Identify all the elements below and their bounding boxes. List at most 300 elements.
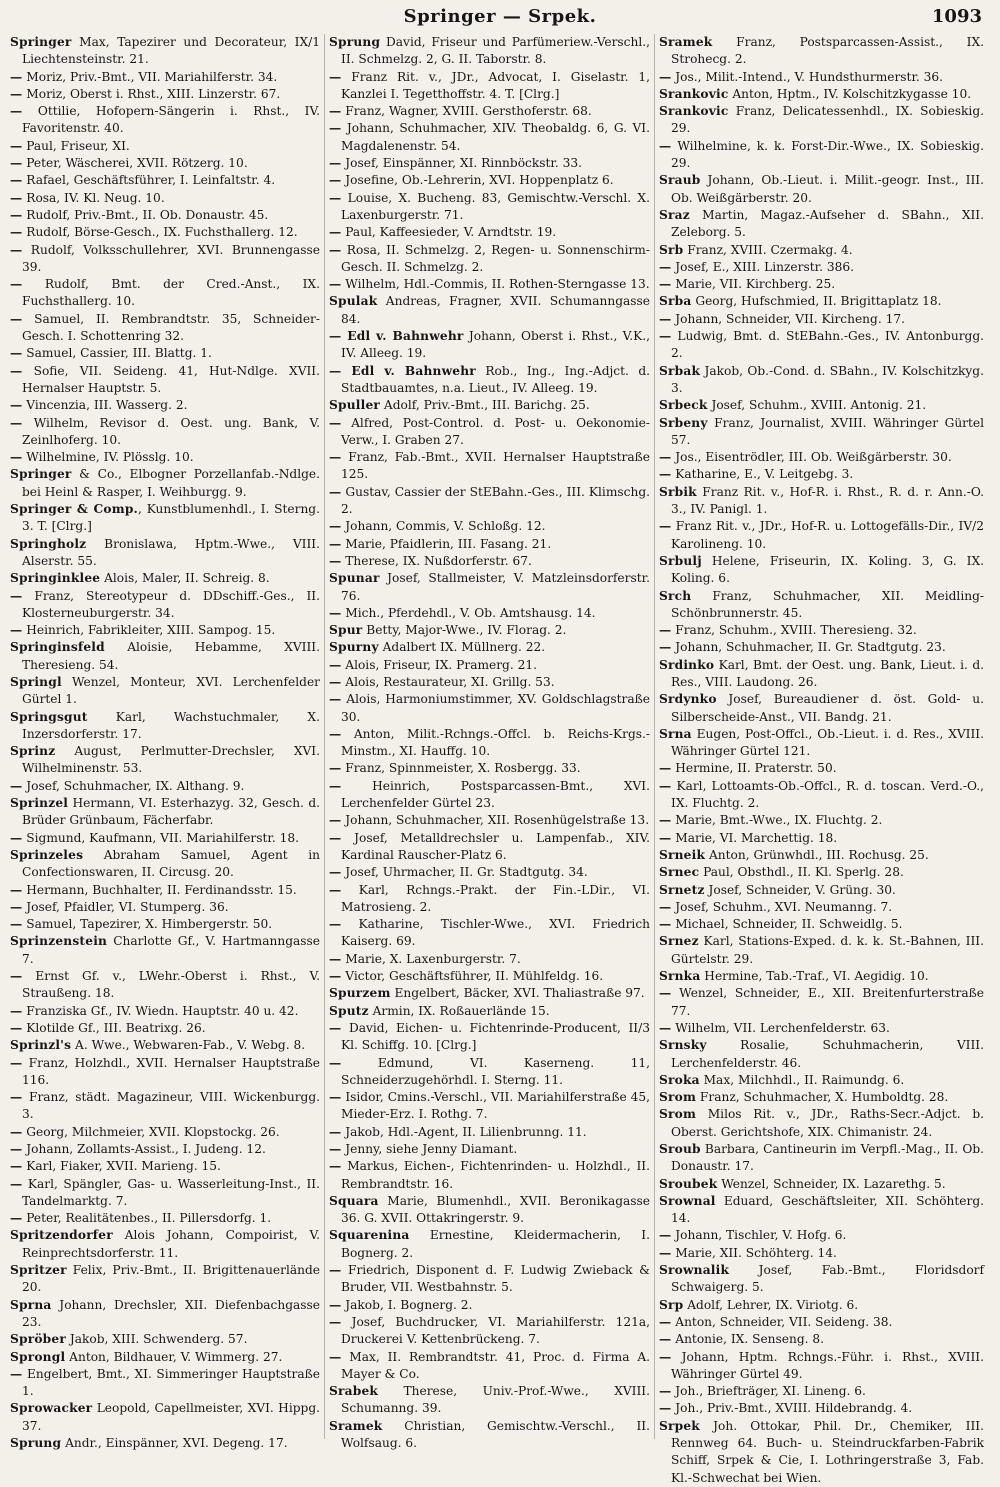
column-3 bbox=[654, 34, 988, 1485]
entry-surname: Squara bbox=[329, 1193, 379, 1208]
directory-entry bbox=[10, 155, 320, 172]
directory-entry bbox=[329, 120, 650, 155]
directory-entry bbox=[659, 657, 984, 692]
entry-details: Klotilde Gf., III. Beatrixg. 26. bbox=[22, 1020, 206, 1035]
directory-entry bbox=[659, 311, 984, 328]
entry-surname: — bbox=[329, 1124, 342, 1139]
entry-details: Ludwig, Bmt. d. StEBahn.-Ges., IV. Antonburgg. 2. bbox=[671, 329, 984, 361]
entry-surname: Springinklee bbox=[10, 571, 101, 586]
entry-surname: Srb bbox=[659, 242, 684, 257]
directory-entry bbox=[659, 484, 984, 519]
entry-surname: Srbeny bbox=[659, 415, 708, 430]
entry-surname: Sprowacker bbox=[10, 1401, 93, 1416]
directory-entry bbox=[10, 190, 320, 207]
entry-details: Samuel, Cassier, III. Blattg. 1. bbox=[22, 346, 212, 361]
entry-surname: — bbox=[10, 1020, 23, 1035]
directory-entry bbox=[329, 363, 650, 398]
entry-surname: — bbox=[659, 640, 672, 655]
entry-surname: Srdinko bbox=[659, 657, 715, 672]
directory-entry bbox=[329, 1003, 650, 1020]
entry-details: Betty, Major-Wwe., IV. Florag. 2. bbox=[362, 623, 567, 638]
entry-surname: — bbox=[10, 882, 23, 897]
entry-details: Joh., Priv.-Bmt., XVIII. Hildebrandg. 4. bbox=[671, 1401, 913, 1416]
entry-details: Eduard, Geschäftsleiter, XII. Schöhterg. 14. bbox=[671, 1193, 984, 1226]
entry-details: Joh. Ottokar, Phil. Dr., Chemiker, III. Rennweg 64. Buch- u. Steindruckfarben-Fabrik Schiff, Srpek & Cie, I. Lothringerstraße 3, Fab. Kl.-Schwechat bei Wien. bbox=[671, 1418, 984, 1485]
entry-details: Armin, IX. Roßauerlände 15. bbox=[368, 1003, 550, 1018]
entry-surname: Srankovic bbox=[659, 104, 729, 119]
entry-details: Alois, Friseur, IX. Pramerg. 21. bbox=[341, 657, 537, 672]
directory-entry bbox=[10, 847, 320, 882]
entry-details: Joh., Briefträger, XI. Lineng. 6. bbox=[671, 1384, 866, 1399]
entry-details: Marie, VII. Kirchberg. 25. bbox=[671, 277, 836, 292]
directory-entry bbox=[329, 985, 650, 1002]
entry-details: Franz, Schuhm., XVIII. Theresieng. 32. bbox=[671, 623, 917, 638]
directory-entry bbox=[659, 363, 984, 398]
entry-details: Adalbert IX. Müllnerg. 22. bbox=[378, 640, 546, 655]
directory-entry bbox=[10, 1158, 320, 1175]
entry-surname: — bbox=[659, 329, 672, 344]
directory-entry bbox=[10, 1349, 320, 1366]
directory-entry bbox=[329, 1141, 650, 1158]
entry-details: Edmund, VI. Kaserneng. 11, Schneiderzugehörhdl. I. Sterng. 11. bbox=[341, 1055, 650, 1087]
entry-surname: — bbox=[329, 1263, 342, 1278]
entry-details: Josef, Pfaidler, VI. Stumperg. 36. bbox=[22, 899, 229, 914]
directory-entry bbox=[10, 207, 320, 224]
entry-details: Ottilie, Hofopern-Sängerin i. Rhst., IV. Favoritenstr. 40. bbox=[22, 104, 320, 136]
directory-entry bbox=[659, 34, 984, 69]
entry-surname: Spurny bbox=[329, 640, 379, 655]
entry-surname: Sputz bbox=[329, 1003, 369, 1018]
entry-details: Anton, Grünwhdl., III. Rochusg. 25. bbox=[705, 847, 929, 862]
directory-entry bbox=[10, 138, 320, 155]
entry-details: Franziska Gf., IV. Wiedn. Hauptstr. 40 u. 42. bbox=[22, 1003, 299, 1018]
entry-details: Karl, Lottoamts-Ob.-Offcl., R. d. toscan. Verd.-O., IX. Fluchtg. 2. bbox=[671, 778, 984, 811]
entry-surname: Springholz bbox=[10, 536, 87, 551]
directory-entry bbox=[329, 691, 650, 726]
entry-details: Peter, Wäscherei, XVII. Rötzerg. 10. bbox=[22, 156, 248, 171]
entry-surname: Sprinz bbox=[10, 744, 56, 759]
entry-details: Franz, Postsparcassen-Assist., IX. Strohecg. 2. bbox=[671, 35, 984, 67]
entry-surname: — bbox=[10, 623, 23, 638]
entry-details: Josef, E., XIII. Linzerstr. 386. bbox=[671, 259, 854, 274]
entry-surname: — bbox=[329, 830, 342, 845]
directory-entry bbox=[10, 1037, 320, 1054]
entry-surname: — bbox=[329, 1314, 342, 1329]
entry-details: Therese, IX. Nußdorferstr. 67. bbox=[341, 553, 532, 568]
entry-details: Rudolf, Priv.-Bmt., II. Ob. Donaustr. 45. bbox=[22, 207, 269, 222]
directory-entry bbox=[329, 328, 650, 363]
directory-entry bbox=[10, 276, 320, 311]
directory-entry bbox=[659, 760, 984, 777]
entry-details: Josef, Uhrmacher, II. Gr. Stadtgutg. 34. bbox=[341, 865, 588, 880]
directory-entry bbox=[329, 1089, 650, 1124]
entry-details: Karl, Stations-Exped. d. k. k. St.-Bahnen, III. Gürtelstr. 29. bbox=[671, 934, 984, 966]
directory-entry bbox=[659, 466, 984, 483]
entry-details: Franz, städt. Magazineur, VIII. Wickenburgg. 3. bbox=[22, 1090, 320, 1122]
directory-entry bbox=[329, 605, 650, 622]
entry-details: Hermann, VI. Esterhazyg. 32, Gesch. d. Brüder Grünbaum, Fächerfabr. bbox=[22, 796, 320, 828]
entry-surname: — bbox=[10, 69, 23, 84]
entry-details: Wenzel, Schneider, E., XII. Breitenfurterstraße 77. bbox=[671, 986, 984, 1018]
entry-details: Wenzel, Schneider, IX. Lazarethg. 5. bbox=[717, 1176, 946, 1191]
entry-details: Abraham Samuel, Agent in Confectionswaren, II. Circusg. 20. bbox=[22, 847, 320, 880]
entry-surname: — bbox=[329, 692, 342, 707]
directory-entry bbox=[10, 345, 320, 362]
entry-surname: — bbox=[10, 450, 23, 465]
entry-surname: — bbox=[659, 1228, 672, 1243]
entry-details: Victor, Geschäftsführer, II. Mühlfeldg. 16. bbox=[341, 969, 604, 984]
entry-surname: — bbox=[659, 917, 672, 932]
directory-entry bbox=[329, 190, 650, 225]
entry-details: Jakob, I. Bognerg. 2. bbox=[341, 1297, 473, 1312]
entry-details: Franz, Spinnmeister, X. Rosbergg. 33. bbox=[341, 761, 581, 776]
entry-details: Johann, Tischler, V. Hofg. 6. bbox=[671, 1228, 847, 1243]
entry-surname: Spurzem bbox=[329, 986, 391, 1001]
entry-details: Wenzel, Monteur, XVI. Lerchenfelder Gürtel 1. bbox=[22, 674, 320, 707]
entry-surname: — bbox=[329, 69, 342, 84]
entry-surname: — bbox=[329, 1020, 342, 1035]
directory-entry bbox=[10, 103, 320, 138]
entry-details: Gustav, Cassier der StEBahn.-Ges., III. Klimschg. 2. bbox=[341, 484, 650, 517]
entry-surname: — bbox=[329, 277, 342, 292]
entry-surname: — bbox=[10, 104, 23, 119]
entry-details: Jenny, siehe Jenny Diamant. bbox=[341, 1142, 518, 1156]
directory-entry bbox=[329, 570, 650, 605]
entry-details: Alois Johann, Compoirist, V. Reinprechtsdorferstr. 11. bbox=[22, 1228, 320, 1260]
entry-surname: — bbox=[329, 778, 342, 793]
directory-entry bbox=[659, 1141, 984, 1176]
entry-details: Anton, Schneider, VII. Seideng. 38. bbox=[671, 1314, 893, 1329]
entry-surname: — bbox=[329, 657, 342, 672]
directory-entry bbox=[659, 1106, 984, 1141]
directory-entry bbox=[659, 1020, 984, 1037]
entry-surname: Spröber bbox=[10, 1332, 66, 1347]
directory-entry bbox=[659, 1176, 984, 1193]
directory-entry bbox=[659, 293, 984, 310]
entry-details: Felix, Priv.-Bmt., II. Brigittenauerlände 20. bbox=[22, 1263, 320, 1295]
entry-details: Wilhelm, VII. Lerchenfelderstr. 63. bbox=[671, 1020, 890, 1035]
directory-entry bbox=[659, 1193, 984, 1228]
directory-entry bbox=[659, 1089, 984, 1106]
entry-surname: Srna bbox=[659, 726, 692, 741]
entry-surname: — bbox=[329, 969, 342, 984]
entry-details: Milos Rit. v., JDr., Raths-Secr.-Adjct. b. Oberst. Gerichtshofe, XIX. Chimanistr. 24. bbox=[671, 1107, 984, 1139]
directory-entry bbox=[10, 466, 320, 501]
directory-entry bbox=[10, 743, 320, 778]
entry-details: Josef, Einspänner, XI. Rinnböckstr. 33. bbox=[341, 156, 583, 171]
column-1 bbox=[6, 34, 324, 1451]
entry-details: Josefine, Ob.-Lehrerin, XVI. Hoppenplatz 6. bbox=[341, 173, 614, 188]
entry-details: Antonie, IX. Senseng. 8. bbox=[671, 1332, 825, 1347]
directory-entry bbox=[329, 553, 650, 570]
directory-entry bbox=[329, 484, 650, 519]
directory-entry bbox=[10, 778, 320, 795]
directory-columns bbox=[6, 34, 988, 1485]
entry-details: Mich., Pferdehdl., V. Ob. Amtshausg. 14. bbox=[341, 605, 596, 620]
entry-details: Jakob, XIII. Schwenderg. 57. bbox=[65, 1332, 248, 1347]
entry-surname: Springl bbox=[10, 674, 62, 689]
entry-surname: — bbox=[10, 173, 23, 188]
entry-details: Martin, Magaz.-Aufseher d. SBahn., XII. Zeleborg. 5. bbox=[671, 207, 984, 240]
entry-details: Katharine, Tischler-Wwe., XVI. Friedrich Kaiserg. 69. bbox=[341, 917, 650, 949]
directory-entry bbox=[329, 778, 650, 813]
entry-surname: — bbox=[10, 1003, 23, 1018]
entry-surname: Springer bbox=[10, 467, 72, 482]
directory-entry bbox=[659, 415, 984, 450]
entry-surname: Sraz bbox=[659, 207, 690, 222]
entry-details: Johann, Schuhmacher, II. Gr. Stadtgutg. 23. bbox=[671, 640, 946, 655]
entry-surname: — bbox=[329, 761, 342, 776]
directory-entry bbox=[329, 1297, 650, 1314]
directory-entry bbox=[329, 224, 650, 241]
entry-surname: — bbox=[659, 1384, 672, 1399]
entry-details: Johann, Oberst i. Rhst., V.K., IV. Alleeg. 19. bbox=[341, 329, 651, 361]
directory-entry bbox=[659, 1418, 984, 1487]
directory-entry bbox=[10, 86, 320, 103]
entry-details: Hermann, Buchhalter, II. Ferdinandsstr. 15. bbox=[22, 882, 297, 897]
directory-entry bbox=[659, 830, 984, 847]
directory-entry bbox=[659, 916, 984, 933]
directory-entry bbox=[329, 449, 650, 484]
entry-surname: Srba bbox=[659, 294, 692, 309]
entry-details: Helene, Friseurin, IX. Koling. 3, G. IX. Koling. 6. bbox=[671, 553, 984, 586]
entry-details: Ernst Gf. v., LWehr.-Oberst i. Rhst., V. Straußeng. 18. bbox=[22, 969, 320, 1001]
entry-surname: — bbox=[659, 450, 672, 465]
entry-surname: — bbox=[329, 242, 342, 257]
entry-surname: — bbox=[10, 969, 23, 984]
entry-details: Louise, X. Bucheng. 83, Gemischtw.-Verschl. X. Laxenburgerstr. 71. bbox=[341, 190, 650, 222]
entry-surname: — bbox=[329, 1142, 342, 1156]
directory-entry bbox=[10, 34, 320, 69]
entry-surname: — bbox=[329, 951, 342, 966]
entry-details: Alfred, Post-Control. d. Post- u. Oekonomie-Verw., I. Graben 27. bbox=[341, 415, 650, 447]
directory-entry bbox=[10, 224, 320, 241]
entry-details: Barbara, Cantineurin im Verpfl.-Mag., II. Ob. Donaustr. 17. bbox=[671, 1142, 984, 1174]
directory-entry bbox=[10, 1089, 320, 1124]
entry-surname: — bbox=[659, 761, 672, 776]
directory-entry bbox=[329, 864, 650, 881]
entry-details: Wilhelmine, k. k. Forst-Dir.-Wwe., IX. Sobieskig. 29. bbox=[671, 138, 984, 171]
entry-surname: Spritzendorfer bbox=[10, 1228, 113, 1243]
entry-surname: Srom bbox=[659, 1090, 697, 1105]
entry-details: Josef, Schuhm., XVI. Neumanng. 7. bbox=[671, 899, 893, 914]
directory-entry bbox=[10, 882, 320, 899]
entry-surname: — bbox=[329, 536, 342, 551]
entry-surname: Sprung bbox=[10, 1436, 62, 1451]
directory-entry bbox=[659, 553, 984, 588]
directory-entry bbox=[659, 864, 984, 881]
entry-surname: — bbox=[329, 450, 342, 465]
entry-surname: — bbox=[659, 813, 672, 828]
directory-entry bbox=[329, 674, 650, 691]
entry-surname: — bbox=[329, 484, 342, 499]
directory-entry bbox=[659, 397, 984, 414]
directory-entry bbox=[10, 639, 320, 674]
entry-surname: Springer bbox=[10, 35, 72, 49]
page-header bbox=[0, 6, 1000, 34]
entry-details: Paul, Obsthdl., II. Kl. Sperlg. 28. bbox=[699, 865, 904, 880]
entry-surname: — bbox=[659, 623, 672, 638]
entry-surname: — bbox=[10, 138, 23, 153]
directory-entry bbox=[329, 172, 650, 189]
entry-details: Max, II. Rembrandtstr. 41, Proc. d. Firma A. Mayer & Co. bbox=[341, 1349, 650, 1381]
entry-details: Franz, Schuhmacher, X. Humboldtg. 28. bbox=[696, 1090, 949, 1105]
entry-surname: — bbox=[659, 1332, 672, 1347]
entry-details: Johann, Schuhmacher, XII. Rosenhügelstraße 13. bbox=[341, 813, 650, 828]
directory-entry bbox=[659, 1400, 984, 1417]
entry-surname: — bbox=[10, 346, 23, 361]
entry-surname: — bbox=[10, 415, 23, 430]
entry-details: Franz Rit. v., Hof-R. i. Rhst., R. d. r. Ann.-O. 3., IV. Panigl. 1. bbox=[671, 484, 984, 517]
directory-entry bbox=[10, 830, 320, 847]
directory-entry bbox=[659, 899, 984, 916]
entry-details: Isidor, Cmins.-Verschl., VII. Mariahilferstraße 45, Mieder-Erz. I. Rothg. 7. bbox=[341, 1090, 650, 1122]
directory-entry bbox=[10, 1003, 320, 1020]
directory-entry bbox=[329, 1158, 650, 1193]
directory-entry bbox=[329, 155, 650, 172]
entry-details: Vincenzia, III. Wasserg. 2. bbox=[22, 398, 188, 413]
directory-entry bbox=[10, 795, 320, 830]
entry-surname: — bbox=[329, 726, 342, 741]
entry-surname: — bbox=[659, 259, 672, 274]
directory-entry bbox=[659, 968, 984, 985]
entry-details: Alois, Maler, II. Schreig. 8. bbox=[100, 571, 270, 586]
entry-details: , Kunstblumenhdl., I. Sterng. 3. T. [Clrg.] bbox=[22, 502, 320, 534]
entry-surname: — bbox=[659, 1401, 672, 1416]
directory-entry bbox=[329, 242, 650, 277]
directory-entry bbox=[659, 259, 984, 276]
directory-entry bbox=[659, 276, 984, 293]
directory-entry bbox=[10, 1400, 320, 1435]
entry-surname: Squarenina bbox=[329, 1228, 410, 1243]
entry-details: Franz, Journalist, XVIII. Währinger Gürtel 57. bbox=[671, 415, 984, 447]
entry-surname: — bbox=[10, 1142, 23, 1156]
directory-entry bbox=[659, 172, 984, 207]
entry-surname: — bbox=[659, 1314, 672, 1329]
entry-surname: — bbox=[10, 1055, 23, 1070]
directory-entry bbox=[659, 1349, 984, 1384]
entry-details: Bronislawa, Hptm.-Wwe., VIII. Alserstr. 55. bbox=[22, 536, 320, 568]
entry-surname: — bbox=[659, 1245, 672, 1260]
entry-surname: — bbox=[659, 830, 672, 845]
directory-entry bbox=[329, 1227, 650, 1262]
directory-entry bbox=[659, 933, 984, 968]
directory-entry bbox=[659, 1331, 984, 1348]
running-title: Springer — Srpek. bbox=[403, 6, 597, 27]
directory-entry bbox=[329, 951, 650, 968]
entry-details: Rafael, Geschäftsführer, I. Leinfaltstr. 4. bbox=[22, 173, 276, 188]
directory-entry bbox=[659, 328, 984, 363]
entry-details: Karl, Wachstuchmaler, X. Inzersdorferstr. 17. bbox=[22, 709, 320, 741]
directory-entry bbox=[10, 501, 320, 536]
directory-entry bbox=[10, 1262, 320, 1297]
entry-details: Moriz, Priv.-Bmt., VII. Mariahilferstr. 34. bbox=[22, 69, 278, 84]
entry-surname: Sprung bbox=[329, 35, 381, 49]
entry-surname: Sramek bbox=[659, 35, 713, 49]
directory-entry bbox=[329, 103, 650, 120]
entry-surname: — bbox=[10, 1176, 23, 1191]
entry-surname: Sroka bbox=[659, 1072, 700, 1087]
entry-surname: — bbox=[659, 986, 672, 1001]
entry-surname: — bbox=[10, 1159, 23, 1174]
page-number: 1093 bbox=[931, 6, 982, 27]
directory-entry bbox=[329, 916, 650, 951]
entry-details: Josef, Stallmeister, V. Matzleinsdorferstr. 76. bbox=[341, 571, 650, 603]
entry-surname: Srnetz bbox=[659, 882, 705, 897]
entry-surname: Srabek bbox=[329, 1384, 379, 1399]
entry-surname: Srnsky bbox=[659, 1038, 707, 1053]
directory-entry bbox=[10, 622, 320, 639]
entry-details: Rosa, IV. Kl. Neug. 10. bbox=[22, 190, 165, 205]
entry-surname: — bbox=[329, 1349, 342, 1364]
entry-surname: Spur bbox=[329, 623, 363, 638]
entry-surname: Srbulj bbox=[659, 553, 702, 568]
column-2 bbox=[324, 34, 654, 1451]
entry-details: Friedrich, Disponent d. F. Ludwig Zwieback & Bruder, VII. Westbahnstr. 5. bbox=[341, 1263, 650, 1295]
directory-entry bbox=[659, 812, 984, 829]
directory-entry bbox=[659, 622, 984, 639]
entry-surname: — bbox=[329, 173, 342, 188]
entry-details: Adolf, Lehrer, IX. Viriotg. 6. bbox=[683, 1297, 859, 1312]
entry-details: Adolf, Priv.-Bmt., III. Barichg. 25. bbox=[380, 398, 590, 413]
entry-details: Alois, Restaurateur, XI. Grillg. 53. bbox=[341, 674, 555, 689]
directory-entry bbox=[659, 691, 984, 726]
directory-entry bbox=[659, 138, 984, 173]
entry-surname: — bbox=[10, 917, 23, 932]
entry-surname: — bbox=[659, 311, 672, 326]
entry-surname: — Edl v. Bahnwehr bbox=[329, 329, 464, 344]
entry-surname: — bbox=[10, 778, 23, 793]
entry-surname: — bbox=[10, 363, 23, 378]
entry-surname: Srnez bbox=[659, 934, 699, 949]
directory-entry bbox=[329, 397, 650, 414]
directory-entry bbox=[10, 242, 320, 277]
entry-details: Anton, Hptm., IV. Kolschitzkygasse 10. bbox=[728, 86, 972, 101]
entry-surname: Springer & Comp. bbox=[10, 502, 138, 517]
entry-details: Marie, X. Laxenburgerstr. 7. bbox=[341, 951, 521, 966]
directory-entry bbox=[10, 172, 320, 189]
entry-details: Johann, Schuhmacher, XIV. Theobaldg. 6, G. VI. Magdalenenstr. 54. bbox=[341, 121, 650, 153]
entry-details: Franz Rit. v., JDr., Advocat, I. Giselastr. 1, Kanzlei I. Tegetthoffstr. 4. T. [Clrg.] bbox=[341, 69, 650, 101]
entry-surname: Spunar bbox=[329, 571, 380, 586]
entry-details: Franz, Schuhmacher, XII. Meidling-Schönbrunnerstr. 45. bbox=[671, 588, 984, 620]
entry-surname: Sroubek bbox=[659, 1176, 718, 1191]
entry-surname: — bbox=[329, 519, 342, 534]
entry-details: Franz, XVIII. Czermakg. 4. bbox=[683, 242, 853, 257]
entry-surname: — bbox=[659, 1349, 672, 1364]
directory-entry bbox=[10, 916, 320, 933]
directory-entry bbox=[659, 1072, 984, 1089]
entry-details: Franz Rit. v., JDr., Hof-R. u. Lottogefälls-Dir., IV/2 Karolineng. 10. bbox=[671, 519, 984, 551]
entry-surname: Sroub bbox=[659, 1142, 701, 1156]
directory-entry bbox=[659, 1245, 984, 1262]
directory-entry bbox=[10, 570, 320, 587]
entry-details: Rob., Ing., Ing.-Adjct. d. Stadtbauamtes, n.a. Lieut., IV. Alleeg. 19. bbox=[341, 363, 650, 395]
directory-entry bbox=[10, 1227, 320, 1262]
directory-entry bbox=[659, 103, 984, 138]
entry-surname: — bbox=[329, 605, 342, 620]
directory-entry bbox=[10, 1020, 320, 1037]
entry-surname: — bbox=[329, 1055, 342, 1070]
entry-surname: Srp bbox=[659, 1297, 684, 1312]
directory-entry bbox=[329, 1383, 650, 1418]
entry-surname: Srbak bbox=[659, 363, 701, 378]
directory-entry bbox=[329, 536, 650, 553]
directory-entry bbox=[659, 882, 984, 899]
entry-surname: — bbox=[329, 553, 342, 568]
entry-details: Johann, Hptm. Rchngs.-Führ. i. Rhst., XVIII. Währinger Gürtel 49. bbox=[671, 1349, 984, 1381]
directory-entry bbox=[329, 622, 650, 639]
